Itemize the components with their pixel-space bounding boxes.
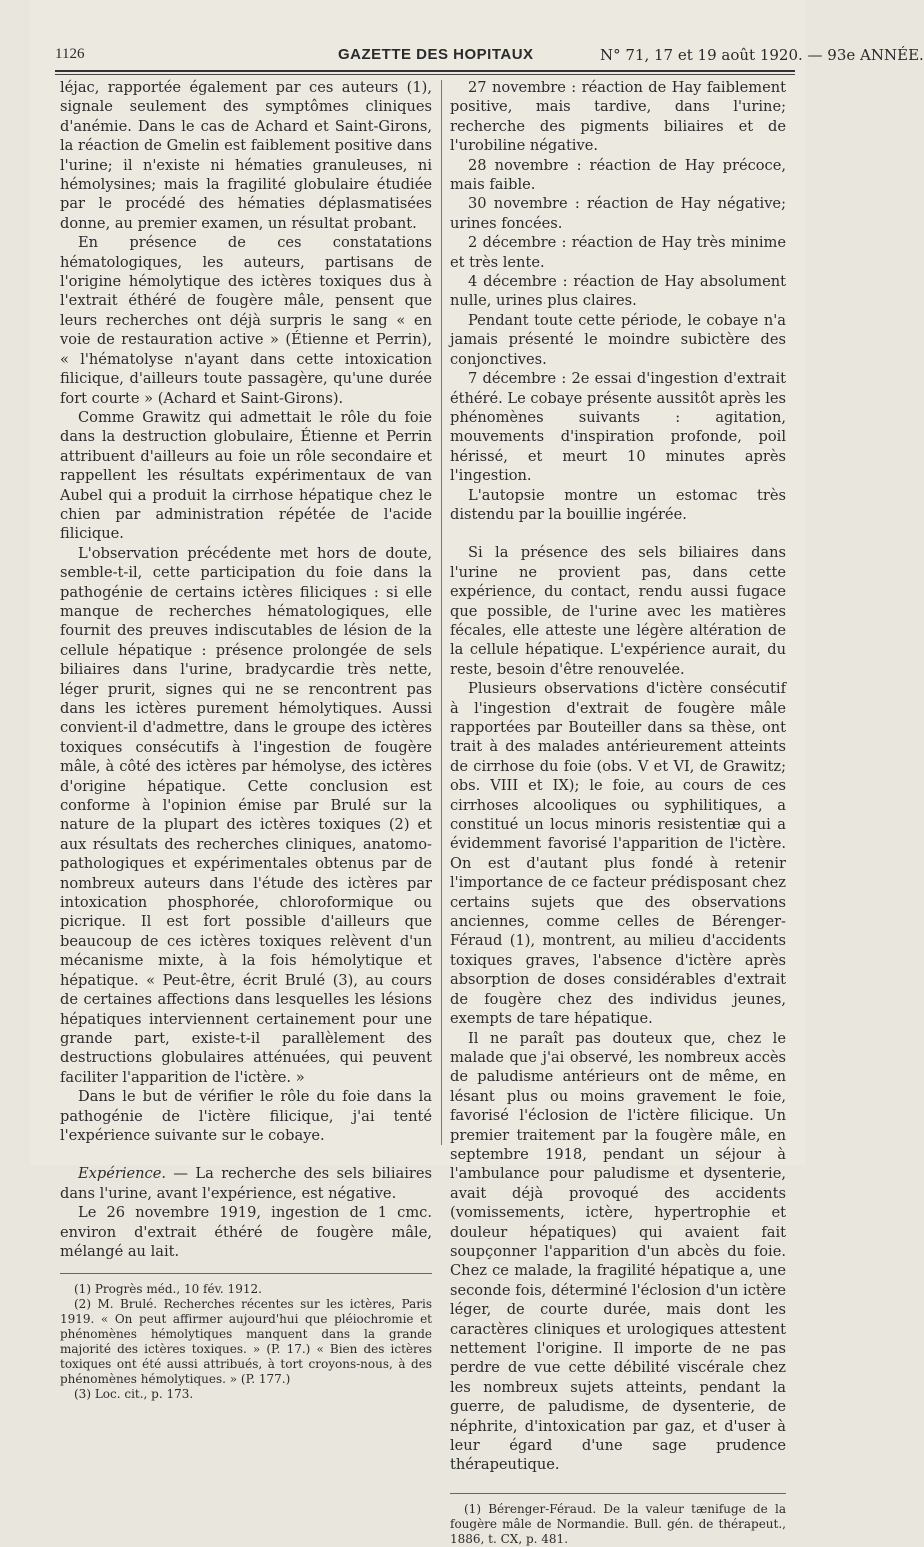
paragraph: Il ne paraît pas douteux que, chez le malade que j'ai observé, les nombreux accès de paludisme antérieurs ont de même, en lésant plus ou moins gravement le foie, favorisé l'éclosion de l'ictère filicique. Un premier traitement par la fougère mâle, en septembre 1918, pendant un séjour à l'ambulance pour paludisme et dysenterie, avait déjà provoqué des accidents (vomissements, ictère, hypertrophie et douleur hépatiques) qui avaient fait soupçonner l'apparition d'un abcès du foie. Chez ce malade, la fragilité hépatique a, une seconde fois, déterminé l'éclosion d'un ictère léger, de courte durée, mais dont les caractères cliniques et urologiques attestent nettement l'origine. Il importe de ne pas perdre de vue cette débilité viscérale chez les nombreux sujets atteints, pendant la guerre, de paludisme, de dysenterie, de néphrite, d'intoxication par gaz, et d'user à leur égard d'une sage prudence thérapeutique. [450,1029,786,1474]
journal-entry: Pendant toute cette période, le cobaye n'a jamais présenté le moindre subictère des conjonctives. [450,311,786,368]
paragraph: Comme Grawitz qui admettait le rôle du foie dans la destruction globulaire, Étienne et Perrin attribuent d'ailleurs au foie un rôle secondaire et rappellent les résultats expérimentaux de van Aubel qui a produit la cirrhose hépatique chez le chien par administration répétée de l'acide filicique. [60,408,432,543]
journal-entry: 4 décembre : réaction de Hay absolument nulle, urines plus claires. [450,273,786,310]
journal-title: GAZETTE DES HOPITAUX [338,46,534,63]
journal-entry: 28 novembre : réaction de Hay précoce, mais faible. [450,156,786,194]
paragraph: Dans le but de vérifier le rôle du foie dans la pathogénie de l'ictère filicique, j'ai tenté l'expérience suivante sur le cobaye. [60,1088,432,1144]
footnote: (2) M. Brulé. Recherches récentes sur les ictères, Paris 1919. « On peut affirmer aujourd'hui que pléiochromie et phénomènes hémolytiques manquent dans la grande majorité des ictères toxiques. » (P. 17.) « Bien des ictères toxiques ont été aussi attribués, à tort croyons-nous, à des phénomènes hémolytiques. » (P. 177.) [60,1297,432,1387]
paragraph: Plusieurs observations d'ictère consécutif à l'ingestion d'extrait de fougère mâle rapportées par Bouteiller dans sa thèse, ont trait à des malades antérieurement atteints de cirrhose du foie (obs. V et VI, de Grawitz; obs. VIII et IX); le foie, au cours de ces cirrhoses alcooliques ou syphilitiques, a constitué un locus minoris resistentiæ qui a évidemment favorisé l'apparition de l'ictère. On est d'autant plus fondé à retenir l'importance de ce facteur prédisposant chez certains sujets que des observations anciennes, comme celles de Bérenger-Féraud (1), montrent, au milieu d'accidents toxiques graves, l'absence d'ictère après absorption de doses considérables d'extrait de fougère chez des individus jeunes, exempts de tare hépatique. [450,680,786,1028]
paragraph: Le 26 novembre 1919, ingestion de 1 cmc. environ d'extrait éthéré de fougère mâle, mélangé au lait. [60,1204,432,1260]
journal-entry: L'autopsie montre un estomac très distendu par la bouillie ingérée. [450,486,786,523]
journal-entry: 7 décembre : 2e essai d'ingestion d'extrait éthéré. Le cobaye présente aussitôt après les phénomènes suivants : agitation, mouvements d'inspiration profonde, poil hérissé, et meurt 10 minutes après l'ingestion. [450,370,787,485]
paragraph: L'observation précédente met hors de doute, semble-t-il, cette participation du foie dans la pathogénie de certains ictères filiciques : si elle manque de recherches hématologiques, elle fournit des preuves indiscutables de lésion de la cellule hépatique : présence prolongée de sels biliaires dans l'urine, bradycardie très nette, léger prurit, signes qui ne se rencontrent pas dans les ictères purement hémolytiques. Aussi convient-il d'admettre, dans le groupe des ictères toxiques consécutifs à l'ingestion de fougère mâle, à côté des ictères par hémolyse, des ictères d'origine hépatique. Cette conclusion est conforme à l'opinion émise par Brulé sur la nature de la plupart des ictères toxiques (2) et aux résultats des recherches cliniques, anatomo-pathologiques et expérimentales obtenus par de nombreux auteurs dans l'étude des ictères par intoxication phosphorée, chloroformique ou picrique. Il est fort possible d'ailleurs que beaucoup de ces ictères toxiques relèvent d'un mécanisme mixte, à la fois hémolytique et hépatique. « Peut-être, écrit Brulé (3), au cours de certaines affections dans lesquelles les lésions hépatiques interviennent certainement pour une grande part, existe-t-il parallèlement des destructions globulaires atténuées, qui peuvent faciliter l'apparition de l'ictère. » [60,544,432,1086]
right-column [450,78,786,1547]
paragraph: En présence de ces constatations hématologiques, les auteurs, partisans de l'origine hémolytique des ictères toxiques dus à l'extrait éthéré de fougère mâle, pensent que leurs recherches ont déjà surpris le sang « en voie de restauration active » (Étienne et Perrin), « l'hématolyse n'ayant dans cette intoxication filicique, d'ailleurs toute passagère, qu'une durée fort courte » (Achard et Saint-Girons). [60,234,432,407]
footnote: (1) Bérenger-Féraud. De la valeur tænifuge de la fougère mâle de Normandie. Bull. gén. de thérapeut., 1886, t. CX, p. 481. [450,1501,786,1546]
experience-label: Expérience. [78,1165,166,1183]
column-divider [441,80,442,1145]
left-footnotes [60,1273,432,1402]
journal-entry: 2 décembre : réaction de Hay très minime et très lente. [450,234,786,271]
footnote: (3) Loc. cit., p. 173. [74,1387,194,1402]
footnote: (1) Progrès méd., 10 fév. 1912. [74,1282,262,1297]
issue-info: N° 71, 17 et 19 août 1920. — 93e ANNÉE. [600,46,924,64]
experience-intro: — La recherche des sels biliaires dans l'urine, avant l'expérience, est négative. [60,1165,432,1202]
journal-entry: 30 novembre : réaction de Hay négative; urines foncées. [450,195,786,232]
paragraph: Si la présence des sels biliaires dans l'urine ne provient pas, dans cette expérience, du contact, rendu aussi fugace que possible, de l'urine avec les matières fécales, elle atteste une légère altération de la cellule hépatique. L'expérience aurait, du reste, besoin d'être renouvelée. [450,544,786,678]
page-header [55,40,924,70]
header-rule [55,70,795,75]
journal-entry: 27 novembre : réaction de Hay faiblement positive, mais tardive, dans l'urine; recherche des pigments biliaires et de l'urobiline négative. [450,79,786,155]
experience-paragraph [60,1164,432,1203]
page-number: 1126 [55,46,85,62]
paragraph: léjac, rapportée également par ces auteurs (1), signale seulement des symptômes cliniques d'anémie. Dans le cas de Achard et Saint-Girons, la réaction de Gmelin est faiblement positive dans l'urine; il n'existe ni hématies granuleuses, ni hémolysines; mais la fragilité globulaire étudiée par le procédé des hématies déplasmatisées donne, au premier examen, un résultat probant. [60,79,432,232]
left-column [60,78,432,1402]
right-footnotes [450,1493,786,1547]
